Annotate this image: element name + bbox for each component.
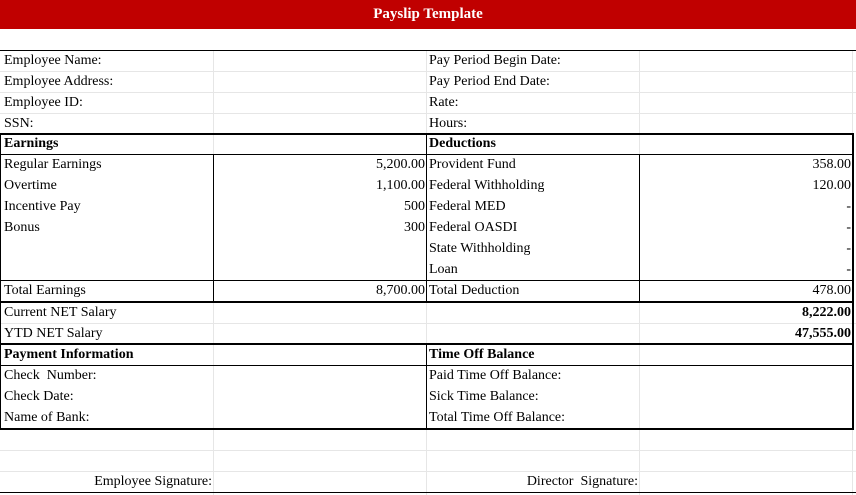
total-deduction-amount: 478.00 bbox=[812, 283, 851, 298]
earnings-header: Earnings bbox=[4, 136, 59, 151]
director-signature-label: Director Signature: bbox=[526, 474, 638, 489]
earnings-row-label: Regular Earnings bbox=[4, 157, 102, 172]
deductions-row-amount: 358.00 bbox=[812, 157, 851, 172]
earnings-row-label: Incentive Pay bbox=[4, 199, 81, 214]
right-border bbox=[852, 133, 854, 430]
employee-name-label: Employee Name: bbox=[4, 53, 102, 68]
rate-label: Rate: bbox=[429, 95, 459, 110]
deductions-row-label: Federal OASDI bbox=[429, 220, 518, 235]
hours-label: Hours: bbox=[429, 116, 468, 131]
top-border bbox=[0, 50, 856, 51]
paid-time-off-label: Paid Time Off Balance: bbox=[429, 368, 562, 383]
total-earnings-label: Total Earnings bbox=[4, 283, 86, 298]
deductions-row-label: State Withholding bbox=[429, 241, 531, 256]
deductions-row-amount: - bbox=[846, 220, 851, 235]
employee-signature-label: Employee Signature: bbox=[94, 474, 212, 489]
earnings-row-amount: 1,100.00 bbox=[376, 178, 425, 193]
grid-row-line bbox=[0, 92, 856, 93]
middle-divider bbox=[426, 133, 427, 303]
time-off-balance-header: Time Off Balance bbox=[429, 347, 535, 362]
grid-row-line bbox=[0, 71, 856, 72]
ssn-label: SSN: bbox=[4, 116, 34, 131]
middle-divider-lower bbox=[426, 343, 427, 430]
deductions-row-amount: - bbox=[846, 199, 851, 214]
earnings-row-label: Overtime bbox=[4, 178, 57, 193]
bank-name-label: Name of Bank: bbox=[4, 410, 90, 425]
earnings-row-amount: 300 bbox=[404, 220, 425, 235]
left-border bbox=[0, 133, 1, 430]
ytd-net-salary-label: YTD NET Salary bbox=[4, 326, 103, 341]
deductions-row-label: Loan bbox=[429, 262, 458, 277]
pay-period-begin-label: Pay Period Begin Date: bbox=[429, 53, 561, 68]
current-net-salary-amount: 8,222.00 bbox=[802, 305, 851, 320]
check-number-label: Check Number: bbox=[4, 368, 97, 383]
deductions-row-amount: - bbox=[846, 241, 851, 256]
deductions-row-label: Provident Fund bbox=[429, 157, 516, 172]
bottom-border bbox=[0, 492, 856, 493]
grid-row-line bbox=[0, 450, 856, 451]
deductions-row-amount: - bbox=[846, 262, 851, 277]
payslip-title: Payslip Template bbox=[0, 0, 856, 29]
employee-address-label: Employee Address: bbox=[4, 74, 114, 89]
earnings-row-amount: 500 bbox=[404, 199, 425, 214]
grid-row-line bbox=[0, 113, 856, 114]
pay-period-end-label: Pay Period End Date: bbox=[429, 74, 550, 89]
earnings-row-label: Bonus bbox=[4, 220, 40, 235]
earnings-row-amount: 5,200.00 bbox=[376, 157, 425, 172]
total-time-off-label: Total Time Off Balance: bbox=[429, 410, 566, 425]
sick-time-label: Sick Time Balance: bbox=[429, 389, 539, 404]
deductions-row-label: Federal Withholding bbox=[429, 178, 545, 193]
ytd-net-salary-amount: 47,555.00 bbox=[795, 326, 851, 341]
check-date-label: Check Date: bbox=[4, 389, 74, 404]
total-deduction-label: Total Deduction bbox=[429, 283, 520, 298]
deductions-row-amount: 120.00 bbox=[812, 178, 851, 193]
deductions-row-label: Federal MED bbox=[429, 199, 506, 214]
current-net-salary-label: Current NET Salary bbox=[4, 305, 117, 320]
payment-information-header: Payment Information bbox=[4, 347, 134, 362]
deductions-header: Deductions bbox=[429, 136, 496, 151]
total-earnings-amount: 8,700.00 bbox=[376, 283, 425, 298]
employee-id-label: Employee ID: bbox=[4, 95, 83, 110]
